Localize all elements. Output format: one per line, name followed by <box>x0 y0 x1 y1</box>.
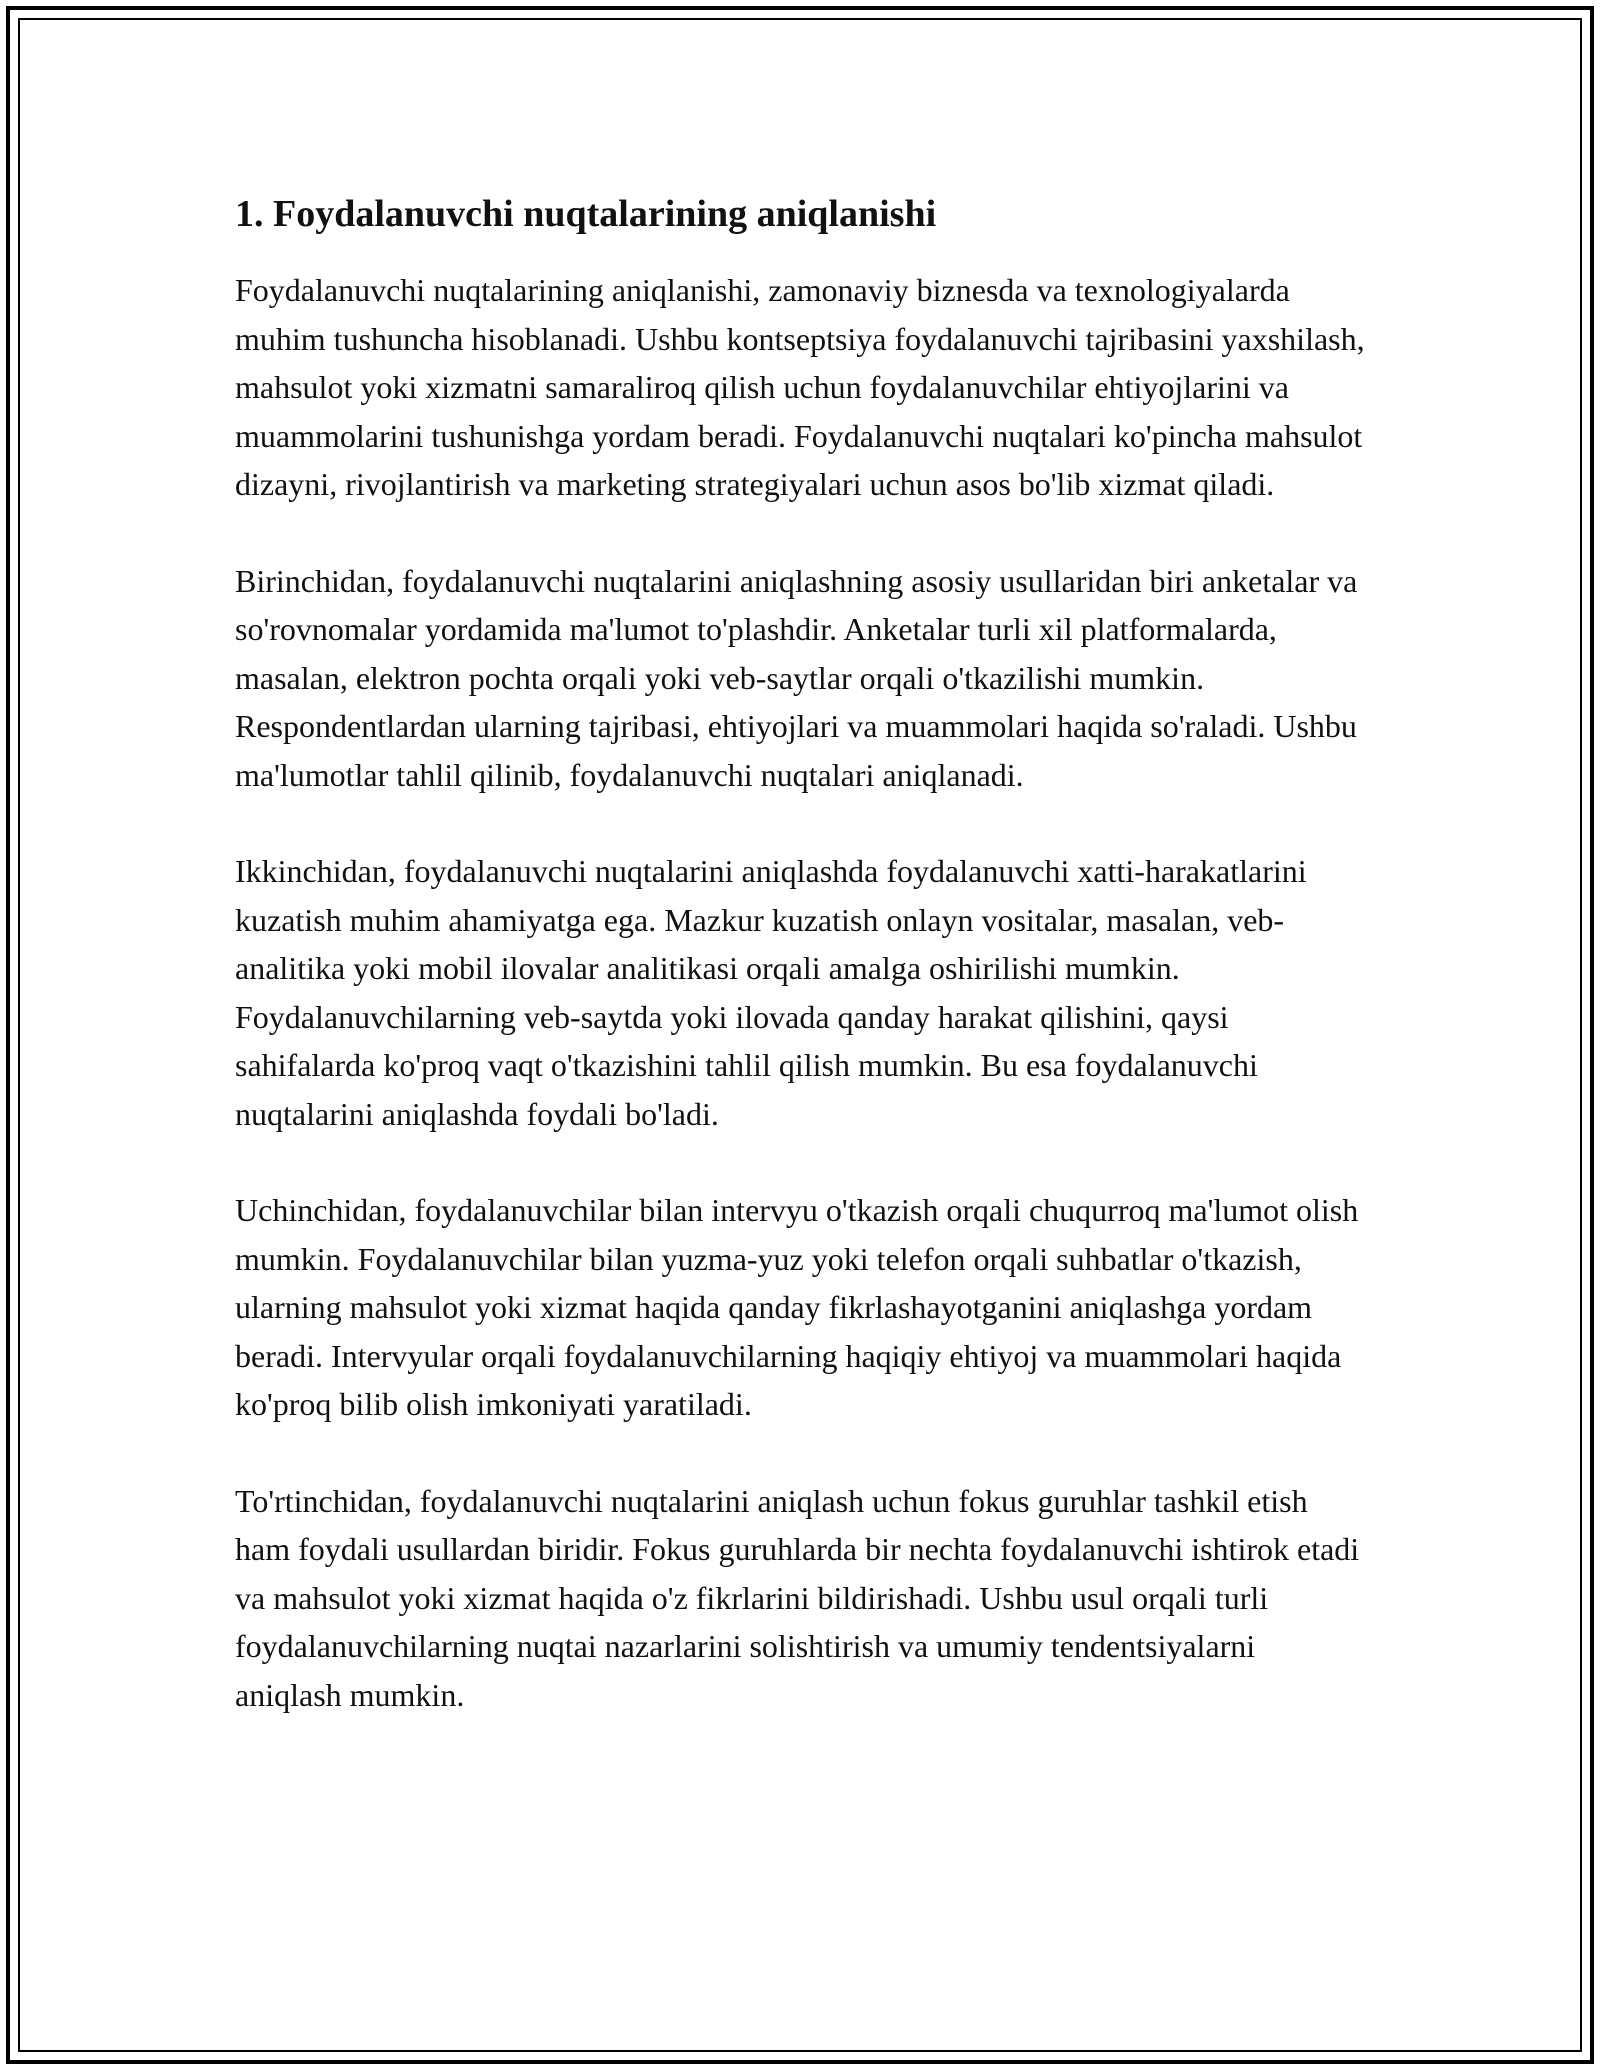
section-heading: 1. Foydalanuvchi nuqtalarining aniqlanishi <box>235 193 937 235</box>
paragraph-fourth: To'rtinchidan, foydalanuvchi nuqtalarini aniqlash uchun fokus guruhlar tashkil etish ham foydali usullardan biridir. Fokus guruhlarda bir nechta foydalanuvchi ishtirok etadi va mahsulot yoki xizmat haqida o'z fikrlarini bildirishadi. Ushbu usul orqali turli foydalanuvchilarning nuqtai nazarlarini solishtirish va umumiy tendentsiyalarni aniqlash mumkin. <box>235 1482 1360 1713</box>
paragraph-second: Ikkinchidan, foydalanuvchi nuqtalarini aniqlashda foydalanuvchi xatti-harakatlarini kuzatish muhim ahamiyatga ega. Mazkur kuzatish onlayn vositalar, masalan, veb-analitika yoki mobil ilovalar analitikasi orqali amalga oshirilishi mumkin. Foydalanuvchilarning veb-saytda yoki ilovada qanday harakat qilishini, qaysi sahifalarda ko'proq vaqt o'tkazishini tahlil qilish mumkin. Bu esa foydalanuvchi nuqtalarini aniqlashda foydali bo'ladi. <box>235 853 1307 1132</box>
paragraph-first: Birinchidan, foydalanuvchi nuqtalarini aniqlashning asosiy usullaridan biri anketalar va so'rovnomalar yordamida ma'lumot to'plashdir. Anketalar turli xil platformalarda, masalan, elektron pochta orqali yoki veb-saytlar orqali o'tkazilishi mumkin. Respondentlardan ularning tajribasi, ehtiyojlari va muammolari haqida so'raladi. Ushbu ma'lumotlar tahlil qilinib, foydalanuvchi nuqtalari aniqlanadi. <box>235 562 1358 793</box>
paragraph-third: Uchinchidan, foydalanuvchilar bilan intervyu o'tkazish orqali chuqurroq ma'lumot olish mumkin. Foydalanuvchilar bilan yuzma-yuz yoki telefon orqali suhbatlar o'tkazish, ularning mahsulot yoki xizmat haqida qanday fikrlashayotganini aniqlashga yordam beradi. Intervyular orqali foydalanuvchilarning haqiqiy ehtiyoj va muammolari haqida ko'proq bilib olish imkoniyati yaratiladi. <box>235 1192 1359 1422</box>
document-body <box>235 188 1365 1719</box>
paragraph-intro: Foydalanuvchi nuqtalarining aniqlanishi, zamonaviy biznesda va texnologiyalarda muhim tushuncha hisoblanadi. Ushbu kontseptsiya foydalanuvchi tajribasini yaxshilash, mahsulot yoki xizmatni samaraliroq qilish uchun foydalanuvchilar ehtiyojlarini va muammolarini tushunishga yordam beradi. Foydalanuvchi nuqtalari ko'pincha mahsulot dizayni, rivojlantirish va marketing strategiyalari uchun asos bo'lib xizmat qiladi. <box>235 272 1365 502</box>
